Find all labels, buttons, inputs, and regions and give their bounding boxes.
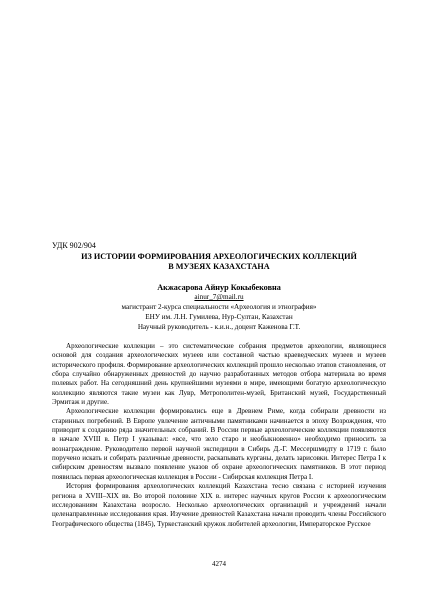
author-email-link[interactable]: ainur_7@mail.ru xyxy=(194,293,244,301)
page-number: 4274 xyxy=(212,560,226,568)
body-paragraph-2: Археологические коллекции формировались еще в Древнем Риме, когда собирали древности из старинных погребений. В Европе увлечение античными памятниками начинается в эпоху Возрождения, что приводит к созданию ряда значительных собраний. В России первые археологические коллекции появляются в начале XVIII в. Петр I указывал: «все, что зело старо и необыкновенно» необходимо приносить за вознаграждение. Руководителю первой научной экспедиции в Сибирь Д.-Г. Мессершмидту в 1719 г. было поручено искать и собирать различные древности, раскапывать курганы, делать зарисовки. Интерес Петра I к сибирским древностям вызвало появление указов об охране археологических памятников. В этот период появилась первая археологическая коллекция в России - Сибирская коллекция Петра I. xyxy=(52,407,386,481)
article-title-line-2: В МУЗЕЯХ КАЗАХСТАНА xyxy=(168,262,270,271)
author-name: Акжасарова Айнур Кокыбековна xyxy=(157,283,281,292)
body-paragraph-1: Археологические коллекции – это систематические собрания предметов археологии, являющиеся основой для создания археологических музеев или составной частью краеведческих музеев и музеев исторического профиля. Формирование археологических коллекций прошло несколько этапов становления, от сбора случайно обнаруженных древностей до научно разработанных методов отбора материала во время полевых работ. На сегодняшний день крупнейшими музеями в мире, имеющими богатую археологическую коллекцию являются такие музеи как Лувр, Метрополитен-музей, Британский музей, Государственный Эрмитаж и другие. xyxy=(52,342,386,407)
author-position: магистрант 2-курса специальности «Археология и этнография» xyxy=(121,303,317,311)
udk-code: УДК 902/904 xyxy=(52,241,96,250)
author-university: ЕНУ им. Л.Н. Гумилева, Нур-Султан, Казахстан xyxy=(145,313,293,321)
author-email-line xyxy=(52,293,386,303)
article-body xyxy=(52,342,386,529)
article-title-line-1: ИЗ ИСТОРИИ ФОРМИРОВАНИЯ АРХЕОЛОГИЧЕСКИХ КОЛЛЕКЦИЙ xyxy=(81,252,357,261)
scientific-supervisor: Научный руководитель - к.и.н., доцент Каженова Г.Т. xyxy=(137,323,301,331)
body-paragraph-3: История формирования археологических коллекций Казахстана тесно связана с историей изучения региона в XVIII–XIX вв. Во второй половине XIX в. интерес научных кругов России к археологическим исследованиям Казахстана возросло. Несколько археологических организаций и учреждений начали целенаправленные исследования края. Изучение древностей Казахстана начали проводить члены Российского Географического общества (1845), Туркестанский кружок любителей археологии, Императорское Русское xyxy=(52,482,386,528)
